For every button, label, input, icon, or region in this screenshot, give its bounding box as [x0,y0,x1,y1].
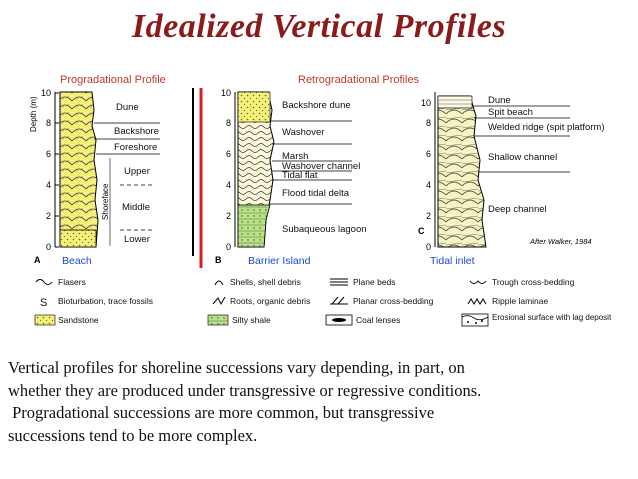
tick-label: 0 [225,242,231,252]
legend-label: Coal lenses [356,315,401,325]
tick-label: 6 [425,149,431,159]
legend [35,277,612,326]
facies-label: Deep channel [488,204,547,215]
tick-label: 6 [45,149,51,159]
column-letter-b: B [215,255,222,265]
facies-label: Marsh [282,151,309,162]
tick-label: 2 [225,211,231,221]
legend-label: Shells, shell debris [230,277,301,287]
slide-title: Idealized Vertical Profiles [131,8,507,45]
tick-label: 8 [225,118,231,128]
facies-label: Flood tidal delta [282,188,350,199]
plane-beds-symbol-icon [330,279,348,285]
column-name-barrier-island: Barrier Island [248,255,311,267]
shoreface-label: Shoreface [101,183,110,220]
facies-label: Backshore dune [282,100,351,111]
sandstone-base-a [60,230,96,247]
header-progradational: Progradational Profile [60,74,166,86]
caption-line: Vertical profiles for shoreline successions vary depending, in part, on [8,358,465,377]
legend-label: Roots, organic debris [230,296,311,306]
trough-cross-bedding-symbol-icon [470,281,486,284]
legend-label: Planar cross-bedding [353,296,434,306]
bioturbation-symbol-icon: S [40,297,48,309]
planar-cross-bedding-symbol-icon [330,297,348,304]
tick-label: 10 [420,98,431,108]
tick-label: 10 [220,88,231,98]
caption-line: successions tend to be more complex. [8,425,258,445]
roots-symbol-icon [213,297,225,304]
column-letter-a: A [34,255,41,265]
column-barrier-island [215,88,367,267]
depth-axis-label: Depth (m) [29,96,38,132]
flasers-symbol-icon [36,280,52,285]
tick-label: 6 [225,149,231,159]
legend-label: Sandstone [58,315,99,325]
facies-label: Foreshore [114,142,158,153]
figure-svg [30,70,610,342]
facies-label: Upper [124,166,150,177]
legend-label: Silty shale [232,315,271,325]
tick-label: 8 [45,118,51,128]
legend-label: Trough cross-bedding [492,277,575,287]
column-name-tidal-inlet: Tidal inlet [430,255,475,267]
column-letter-c: C [418,226,425,236]
shells-symbol-icon [215,281,223,285]
vertical-profiles-figure [30,70,610,342]
caption-line: whether they are produced under transgressive or regressive conditions. [8,380,482,400]
facies-label: Welded ridge (spit platform) [488,122,605,133]
erosional-surface-symbol-icon [462,314,488,326]
facies-label: Washover channel [282,161,361,172]
facies-label: Dune [116,102,139,113]
legend-label: Erosional surface with lag deposit [492,313,612,322]
facies-label: Backshore [114,126,159,137]
dune-sand-b [238,92,270,122]
column-tidal-inlet [418,92,605,267]
facies-label: Lower [124,234,150,245]
facies-label: Subaqueous lagoon [282,224,367,235]
facies-label: Washover [282,127,325,138]
ripple-laminae-symbol-icon [468,299,486,304]
tick-label: 10 [40,88,51,98]
legend-label: Plane beds [353,277,396,287]
column-beach [29,88,160,267]
facies-label: Dune [488,95,511,106]
strata-column-a [60,92,98,247]
dune-beds-c [438,96,472,108]
facies-label: Middle [122,202,150,213]
sandstone-swatch-icon [35,315,55,325]
facies-label: Tidal flat [282,170,318,181]
facies-label: Spit beach [488,107,533,118]
column-name-beach: Beach [62,255,92,267]
coal-lenses-symbol-icon [326,315,352,325]
legend-label: Bioturbation, trace fossils [58,296,153,306]
caption-text [8,357,633,447]
tick-label: 0 [45,242,51,252]
tick-label: 2 [425,211,431,221]
legend-label: Flasers [58,277,86,287]
tick-label: 4 [45,180,51,190]
strata-column-c [438,96,486,247]
legend-label: Ripple laminae [492,296,549,306]
lagoon-silt-b [238,205,270,247]
facies-label: Shallow channel [488,152,558,163]
tick-label: 0 [425,242,431,252]
caption-line: Progradational successions are more common, but transgressive [8,403,435,422]
tick-label: 4 [225,180,231,190]
credit-text: After Walker, 1984 [530,237,592,246]
header-retrogradational: Retrogradational Profiles [298,74,420,86]
tick-label: 2 [45,211,51,221]
tick-label: 4 [425,180,431,190]
silty-shale-swatch-icon [208,315,228,325]
tick-label: 8 [425,118,431,128]
